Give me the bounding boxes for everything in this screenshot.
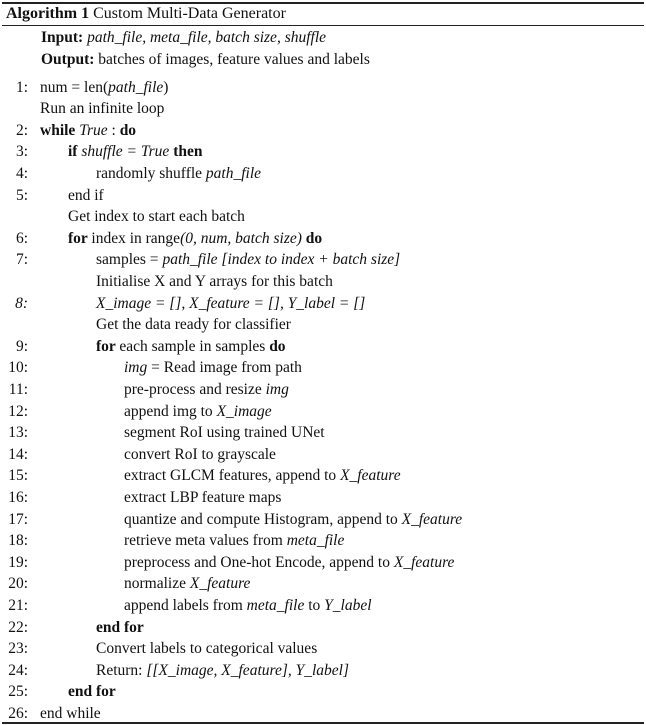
line-text [40,77,168,99]
line-text [96,293,365,315]
variable: shuffle = True [81,143,170,161]
text: to [304,596,325,614]
line-number: 21: [8,596,28,614]
keyword: do [119,121,137,139]
text: extract GLCM features, append to [124,467,341,485]
variable: X_image [216,402,272,420]
keyword: then [169,143,203,161]
line-text [124,595,372,617]
variable: path_file [index to index + batch size] [162,251,401,269]
line-number: 3: [15,143,28,161]
title-rule [2,25,644,26]
text: index in range [91,229,181,247]
variable: X_feature [340,467,401,485]
text: Return: [96,661,147,679]
line-number: 4: [15,164,28,182]
line-text [124,422,325,444]
text: Initialise X and Y arrays for this batch [96,272,333,290]
variable: Y_label [324,596,372,614]
text: Convert labels to categorical values [96,640,318,658]
line-text [96,163,261,185]
line-number: 19: [8,553,28,571]
line-number: 10: [8,359,28,377]
text: = Read image from path [147,359,302,377]
text: end if [68,186,104,204]
text: preprocess and One-hot Encode, append to [124,553,394,571]
algorithm-number: Algorithm 1 [6,5,90,22]
text: convert RoI to grayscale [124,445,276,463]
variable: X_feature [393,553,455,571]
line-text [96,271,333,293]
line-number: 15: [8,467,28,485]
output-value: batches of images, feature values and labels [98,50,370,68]
variable: img [124,359,148,377]
line-number: 5: [15,186,28,204]
line-text [96,314,291,336]
line-text [124,487,281,509]
line-number: 2: [15,121,28,139]
line-text [40,98,164,120]
line-text [124,573,250,595]
text: num = len( [40,78,109,96]
line-number: 8: [15,294,28,312]
text: Get index to start each batch [68,208,245,226]
line-number: 25: [8,683,28,701]
keyword: do [301,229,323,247]
line-text [124,552,454,574]
line-number: 9: [15,337,28,355]
line-text [96,617,144,639]
text: randomly shuffle [96,164,206,182]
variable: X_image = [], X_feature = [], Y_label = [] [96,294,366,312]
text: each sample in samples [119,337,270,355]
keyword: if [68,143,82,161]
text: samples = [96,251,163,269]
text: append labels from [124,596,247,614]
keyword: do [269,337,286,355]
text: pre-process and resize [124,380,266,398]
variable: meta_file [246,596,305,614]
keyword: while [40,121,80,139]
variable: path_file [205,164,262,182]
line-text [68,228,322,250]
line-number: 23: [8,640,28,658]
output-label: Output: [41,50,95,68]
keyword: end for [68,683,116,701]
line-number: 7: [15,251,28,269]
text: quantize and compute Histogram, append to [124,510,402,528]
line-number: 12: [8,402,28,420]
variable: X_feature [401,510,463,528]
variable: meta_file [286,532,345,550]
keyword: end for [96,618,144,636]
line-number: 22: [8,618,28,636]
line-text [96,336,286,358]
line-text [68,141,202,163]
line-text [124,379,289,401]
algorithm-title [6,4,286,23]
line-text [68,185,104,207]
line-number: 13: [8,424,28,442]
line-number: 24: [8,661,28,679]
line-text [124,509,462,531]
line-number: 1: [15,78,28,96]
algorithm-name: Custom Multi-Data Generator [93,5,286,22]
text: Run an infinite loop [40,100,165,118]
variable: (0, num, batch size) [180,229,302,247]
line-text [124,465,401,487]
variable: [[X_image, X_feature], Y_label] [146,661,350,679]
line-number: 11: [8,380,28,398]
line-number: 14: [8,445,28,463]
text: extract LBP feature maps [124,488,282,506]
keyword: for [96,337,120,355]
keyword: for [68,229,92,247]
line-text [96,249,400,271]
line-number: 16: [8,488,28,506]
variable: X_feature [189,575,251,593]
line-text [96,638,317,660]
line-number: 20: [8,575,28,593]
text: : [107,121,120,139]
line-text [68,681,116,703]
line-text [124,444,276,466]
input-label: Input: [41,29,84,46]
text: normalize [124,575,190,593]
line-number: 18: [8,532,28,550]
line-text [40,120,136,142]
text: append img to [124,402,217,420]
line-number: 26: [8,704,28,722]
line-number: 17: [8,510,28,528]
input-value: path_file, meta_file, batch size, shuffle [87,29,327,46]
line-text [124,401,272,423]
variable: img [265,380,289,398]
variable: True [79,121,108,139]
line-text [124,357,302,379]
text: Get the data ready for classifier [96,316,291,334]
text: segment RoI using trained UNet [124,424,325,442]
line-number: 6: [15,229,28,247]
text: end while [40,704,101,722]
variable: path_file [108,78,164,96]
bottom-rule [2,722,644,724]
line-text [124,530,344,552]
line-text [68,206,245,228]
line-text [96,660,349,682]
text: retrieve meta values from [124,532,287,550]
text: ) [163,78,169,96]
